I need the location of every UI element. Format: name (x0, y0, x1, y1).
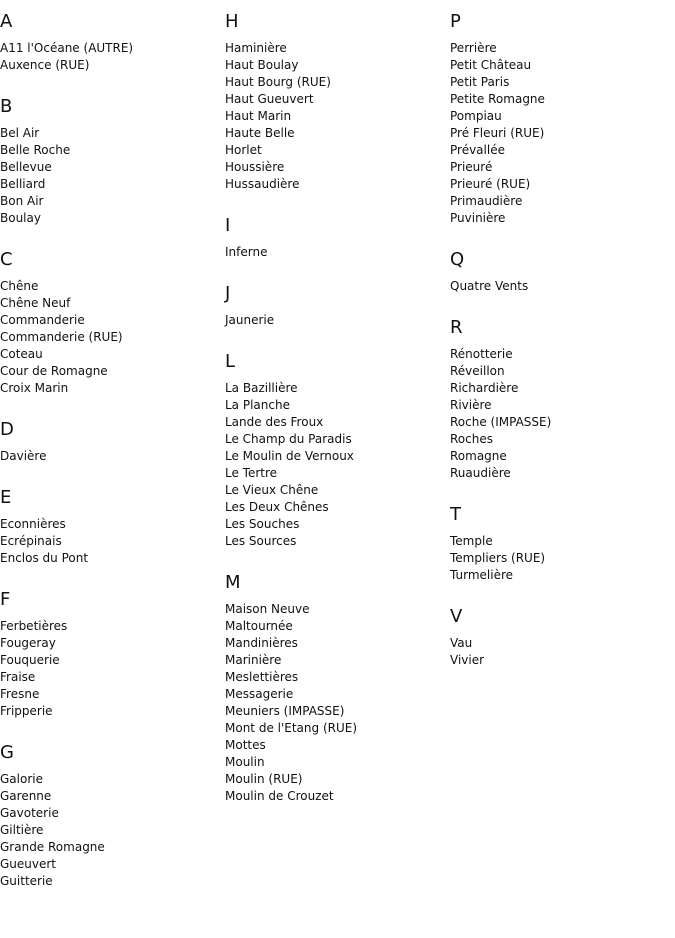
street-link[interactable]: Jaunerie (225, 313, 275, 327)
street-link[interactable]: Les Souches (225, 517, 300, 531)
letter-heading: M (225, 572, 241, 593)
street-link[interactable]: Réveillon (450, 364, 505, 378)
street-link[interactable]: Lande des Froux (225, 415, 324, 429)
street-link[interactable]: Roches (450, 432, 493, 446)
letter-section (225, 214, 445, 261)
letter-section (0, 418, 220, 465)
street-link[interactable]: Le Champ du Paradis (225, 432, 352, 446)
street-link[interactable]: Petit Paris (450, 75, 510, 89)
letter-heading: C (0, 249, 13, 270)
street-link[interactable]: Pompiau (450, 109, 502, 123)
street-link[interactable]: Bellevue (0, 160, 52, 174)
street-link[interactable]: Quatre Vents (450, 279, 529, 293)
letter-heading: T (450, 504, 461, 525)
street-link[interactable]: Haute Belle (225, 126, 295, 140)
letter-section (450, 605, 670, 669)
street-link[interactable]: Roche (IMPASSE) (450, 415, 552, 429)
letter-heading: E (0, 487, 12, 508)
letter-heading: L (225, 351, 236, 372)
street-link[interactable]: Messagerie (225, 687, 294, 701)
street-link[interactable]: Marinière (225, 653, 282, 667)
letter-section (0, 741, 220, 890)
street-link[interactable]: Garenne (0, 789, 52, 803)
street-link[interactable]: Le Vieux Chêne (225, 483, 319, 497)
letter-heading: P (450, 11, 461, 32)
letter-heading: A (0, 11, 13, 32)
street-link[interactable]: Petite Romagne (450, 92, 545, 106)
street-link[interactable]: Vivier (450, 653, 485, 667)
street-link[interactable]: Grande Romagne (0, 840, 105, 854)
letter-section (0, 486, 220, 567)
letter-heading: I (225, 215, 231, 236)
street-link[interactable]: Temple (450, 534, 493, 548)
letter-section (0, 588, 220, 720)
street-link[interactable]: Gavoterie (0, 806, 59, 820)
street-link[interactable]: Coteau (0, 347, 43, 361)
letter-section (225, 350, 445, 550)
street-link[interactable]: Prévallée (450, 143, 505, 157)
street-link[interactable]: Fresne (0, 687, 40, 701)
street-link[interactable]: Haut Gueuvert (225, 92, 314, 106)
street-link[interactable]: Horlet (225, 143, 262, 157)
letter-heading: G (0, 742, 14, 763)
street-link[interactable]: Hussaudière (225, 177, 300, 191)
street-link[interactable]: Le Moulin de Vernoux (225, 449, 354, 463)
street-link[interactable]: Mandinières (225, 636, 298, 650)
street-link[interactable]: Romagne (450, 449, 507, 463)
street-link[interactable]: Econnières (0, 517, 66, 531)
street-link[interactable]: Fripperie (0, 704, 53, 718)
letter-heading: D (0, 419, 14, 440)
letter-section (0, 248, 220, 397)
letter-section (450, 248, 670, 295)
street-link[interactable]: Moulin de Crouzet (225, 789, 334, 803)
letter-section (450, 10, 670, 227)
street-link[interactable]: Haminière (225, 41, 287, 55)
letter-heading: B (0, 96, 13, 117)
letter-heading: F (0, 589, 11, 610)
street-link[interactable]: Vau (450, 636, 473, 650)
street-link[interactable]: Mont de l'Etang (RUE) (225, 721, 358, 735)
street-link[interactable]: Prieuré (RUE) (450, 177, 531, 191)
street-link[interactable]: Primaudière (450, 194, 523, 208)
street-link[interactable]: Prieuré (450, 160, 493, 174)
letter-heading: V (450, 606, 463, 627)
street-link[interactable]: Chêne Neuf (0, 296, 71, 310)
letter-section (0, 95, 220, 227)
street-link[interactable]: Turmelière (450, 568, 514, 582)
letter-section (450, 503, 670, 584)
street-link[interactable]: Moulin (225, 755, 265, 769)
street-link[interactable]: Ferbetières (0, 619, 68, 633)
letter-heading: H (225, 11, 239, 32)
street-link[interactable]: Bel Air (0, 126, 40, 140)
street-link[interactable]: Mottes (225, 738, 266, 752)
street-link[interactable]: Ruaudière (450, 466, 511, 480)
street-link[interactable]: Le Tertre (225, 466, 278, 480)
letter-section (225, 10, 445, 193)
street-link[interactable]: Croix Marin (0, 381, 69, 395)
street-link[interactable]: A11 l'Océane (AUTRE) (0, 41, 134, 55)
street-link[interactable]: Maison Neuve (225, 602, 310, 616)
street-link[interactable]: Richardière (450, 381, 519, 395)
street-link[interactable]: Perrière (450, 41, 497, 55)
street-link[interactable]: Fouquerie (0, 653, 60, 667)
street-link[interactable]: Chêne (0, 279, 39, 293)
street-link[interactable]: Fougeray (0, 636, 56, 650)
street-link[interactable]: Bon Air (0, 194, 44, 208)
street-link[interactable]: Les Deux Chênes (225, 500, 329, 514)
street-link[interactable]: Puvinière (450, 211, 506, 225)
street-link[interactable]: Commanderie (0, 313, 85, 327)
street-link[interactable]: Inferne (225, 245, 268, 259)
street-link[interactable]: Meuniers (IMPASSE) (225, 704, 345, 718)
letter-section (450, 316, 670, 482)
letter-section (0, 10, 220, 74)
street-link[interactable]: Guitterie (0, 874, 53, 888)
street-link[interactable]: Les Sources (225, 534, 297, 548)
street-link[interactable]: Moulin (RUE) (225, 772, 303, 786)
street-link[interactable]: Belle Roche (0, 143, 71, 157)
street-link[interactable]: Rivière (450, 398, 492, 412)
street-link[interactable]: Haut Bourg (RUE) (225, 75, 331, 89)
letter-heading: J (225, 283, 231, 304)
street-link[interactable]: Davière (0, 449, 47, 463)
letter-section (225, 282, 445, 329)
street-link[interactable]: Commanderie (RUE) (0, 330, 123, 344)
street-link[interactable]: Rénotterie (450, 347, 513, 361)
street-link[interactable]: Pré Fleuri (RUE) (450, 126, 545, 140)
index-column-1 (0, 10, 220, 911)
street-link[interactable]: Ecrépinais (0, 534, 62, 548)
letter-section (225, 571, 445, 805)
street-link[interactable]: Belliard (0, 177, 46, 191)
street-link[interactable]: Boulay (0, 211, 41, 225)
street-link[interactable]: Haut Marin (225, 109, 292, 123)
street-link[interactable]: Cour de Romagne (0, 364, 108, 378)
index-column-2 (225, 10, 445, 826)
street-link[interactable]: Auxence (RUE) (0, 58, 90, 72)
street-link[interactable]: Haut Boulay (225, 58, 299, 72)
street-link[interactable]: Giltière (0, 823, 44, 837)
street-link[interactable]: La Planche (225, 398, 290, 412)
street-link[interactable]: La Bazillière (225, 381, 298, 395)
street-link[interactable]: Maltournée (225, 619, 293, 633)
street-link[interactable]: Gueuvert (0, 857, 57, 871)
street-link[interactable]: Meslettières (225, 670, 299, 684)
letter-heading: R (450, 317, 463, 338)
street-link[interactable]: Fraise (0, 670, 36, 684)
street-link[interactable]: Petit Château (450, 58, 532, 72)
index-column-3 (450, 10, 670, 690)
street-link[interactable]: Enclos du Pont (0, 551, 89, 565)
street-link[interactable]: Houssière (225, 160, 285, 174)
street-link[interactable]: Galorie (0, 772, 43, 786)
letter-heading: Q (450, 249, 465, 270)
street-link[interactable]: Templiers (RUE) (450, 551, 546, 565)
